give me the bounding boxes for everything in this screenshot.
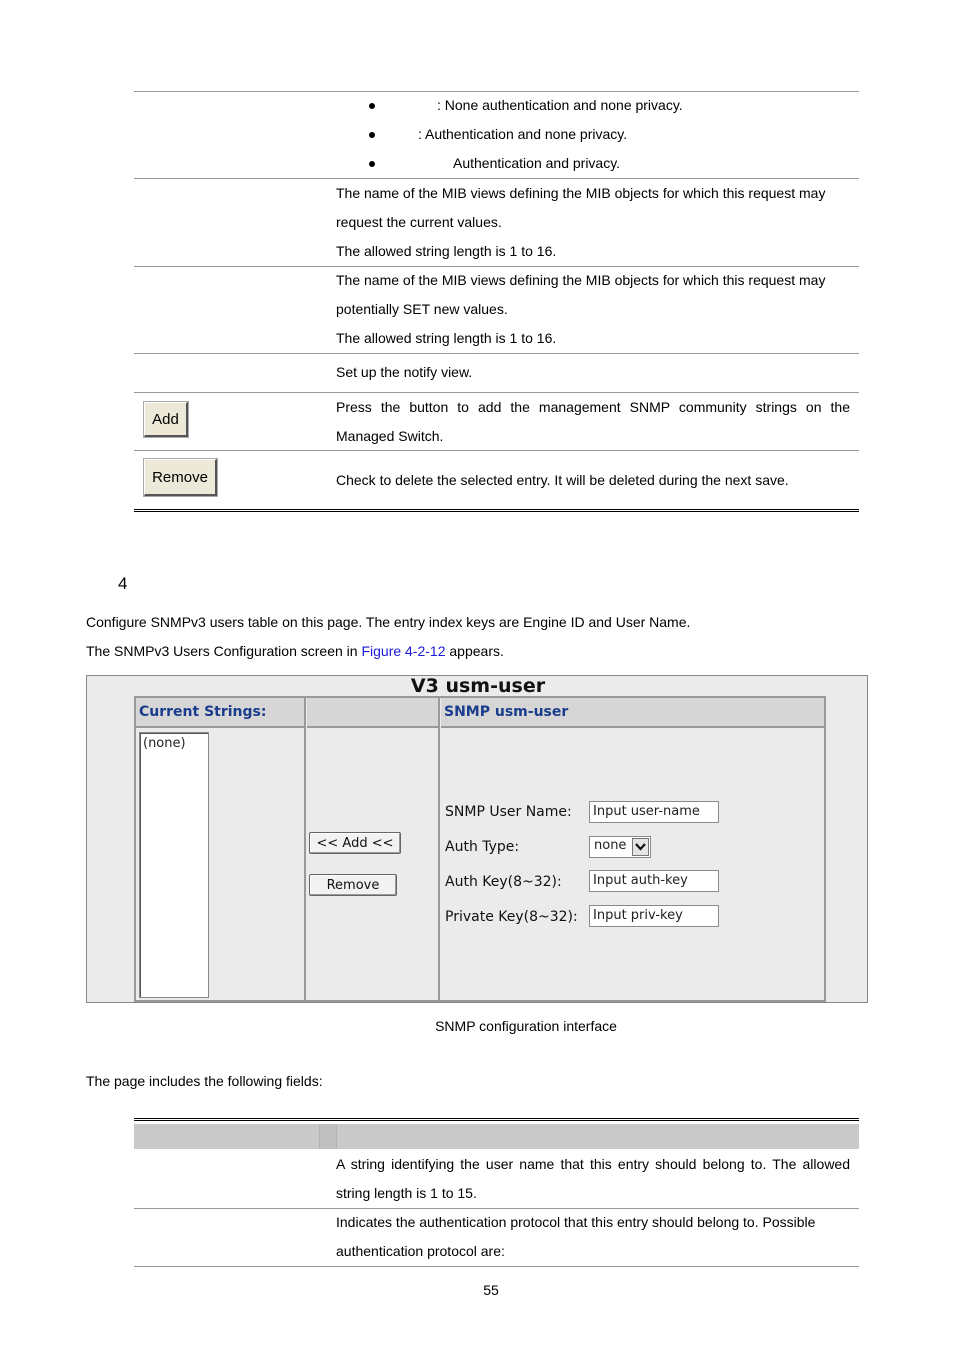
current-strings-header: Current Strings: bbox=[136, 698, 305, 728]
remove-desc: Check to delete the selected entry. It will be deleted during the next save. bbox=[336, 472, 789, 488]
current-strings-list[interactable] bbox=[139, 732, 209, 998]
bullet-marker bbox=[369, 161, 375, 167]
user-name-desc-line2: string length is 1 to 15. bbox=[336, 1185, 477, 1201]
bullet-text-noauth: : None authentication and none privacy. bbox=[437, 97, 683, 113]
auth-key-label: Auth Key(8~32): bbox=[445, 874, 562, 890]
auth-field-desc bbox=[336, 1208, 850, 1266]
column-divider bbox=[438, 698, 440, 1000]
bullet-marker bbox=[369, 132, 375, 138]
row-divider bbox=[134, 1266, 859, 1267]
table2-header-divider bbox=[319, 1124, 337, 1149]
add-button-sample[interactable]: Add bbox=[144, 402, 188, 437]
usm-header: SNMP usm-user bbox=[441, 698, 824, 728]
screen-intro-suffix: appears. bbox=[445, 643, 504, 659]
write-view-line1: The name of the MIB views defining the MIB objects for which this request may bbox=[336, 272, 826, 288]
bullet-marker bbox=[369, 103, 375, 109]
read-view-line3: The allowed string length is 1 to 16. bbox=[336, 243, 557, 259]
write-view-line3: The allowed string length is 1 to 16. bbox=[336, 330, 557, 346]
section-intro: Configure SNMPv3 users table on this page. The entry index keys are Engine ID and User Name. bbox=[86, 614, 691, 630]
remove-user-button[interactable]: Remove bbox=[309, 874, 397, 896]
list-item[interactable]: (none) bbox=[143, 736, 186, 751]
row-divider bbox=[134, 353, 859, 354]
screen-intro bbox=[86, 643, 504, 659]
page-number: 55 bbox=[483, 1282, 499, 1298]
figure-link[interactable]: Figure 4-2-12 bbox=[361, 643, 446, 659]
user-name-input[interactable]: Input user-name bbox=[589, 801, 719, 823]
user-name-label: SNMP User Name: bbox=[445, 804, 572, 820]
auth-key-input[interactable]: Input auth-key bbox=[589, 870, 719, 892]
bullet-text-priv: Authentication and privacy. bbox=[453, 155, 621, 171]
write-view-desc bbox=[336, 266, 850, 353]
add-desc-line1: Press the button to add the management SNMP community strings on the bbox=[336, 399, 850, 415]
screen-intro-prefix: The SNMPv3 Users Configuration screen in bbox=[86, 643, 362, 659]
add-desc bbox=[336, 393, 850, 451]
section-number: 4 bbox=[118, 574, 128, 593]
notify-view-desc: Set up the notify view. bbox=[336, 364, 473, 380]
write-view-line2: potentially SET new values. bbox=[336, 301, 508, 317]
fields-intro: The page includes the following fields: bbox=[86, 1073, 323, 1089]
add-user-button[interactable]: << Add << bbox=[309, 832, 401, 854]
chevron-down-icon[interactable] bbox=[632, 838, 649, 856]
read-view-line1: The name of the MIB views defining the MIB objects for which this request may bbox=[336, 185, 826, 201]
priv-key-input[interactable]: Input priv-key bbox=[589, 905, 719, 927]
row-divider bbox=[134, 450, 859, 451]
column-divider bbox=[304, 698, 306, 1000]
priv-key-label: Private Key(8~32): bbox=[445, 909, 578, 925]
table-bottom-rule bbox=[134, 509, 859, 515]
user-name-field-desc bbox=[336, 1150, 850, 1208]
read-view-desc bbox=[336, 179, 850, 266]
auth-type-label: Auth Type: bbox=[445, 839, 520, 855]
table-top-rule bbox=[134, 91, 859, 92]
auth-type-select[interactable] bbox=[589, 836, 651, 858]
usm-title: V3 usm-user bbox=[410, 675, 546, 697]
figure-caption: SNMP configuration interface bbox=[435, 1018, 617, 1034]
table2-header-row bbox=[134, 1124, 859, 1149]
auth-desc-line2: authentication protocol are: bbox=[336, 1243, 505, 1259]
read-view-line2: request the current values. bbox=[336, 214, 502, 230]
auth-desc-line1: Indicates the authentication protocol that this entry should belong to. Possible bbox=[336, 1214, 816, 1230]
usm-user-screenshot bbox=[86, 675, 868, 1003]
middle-header bbox=[307, 698, 439, 728]
add-desc-line2: Managed Switch. bbox=[336, 428, 444, 444]
auth-type-value: none bbox=[594, 838, 627, 853]
remove-button-sample[interactable]: Remove bbox=[144, 459, 217, 496]
bullet-text-auth: : Authentication and none privacy. bbox=[418, 126, 628, 142]
user-name-desc-line1: A string identifying the user name that this entry should belong to. The allowed bbox=[336, 1156, 850, 1172]
